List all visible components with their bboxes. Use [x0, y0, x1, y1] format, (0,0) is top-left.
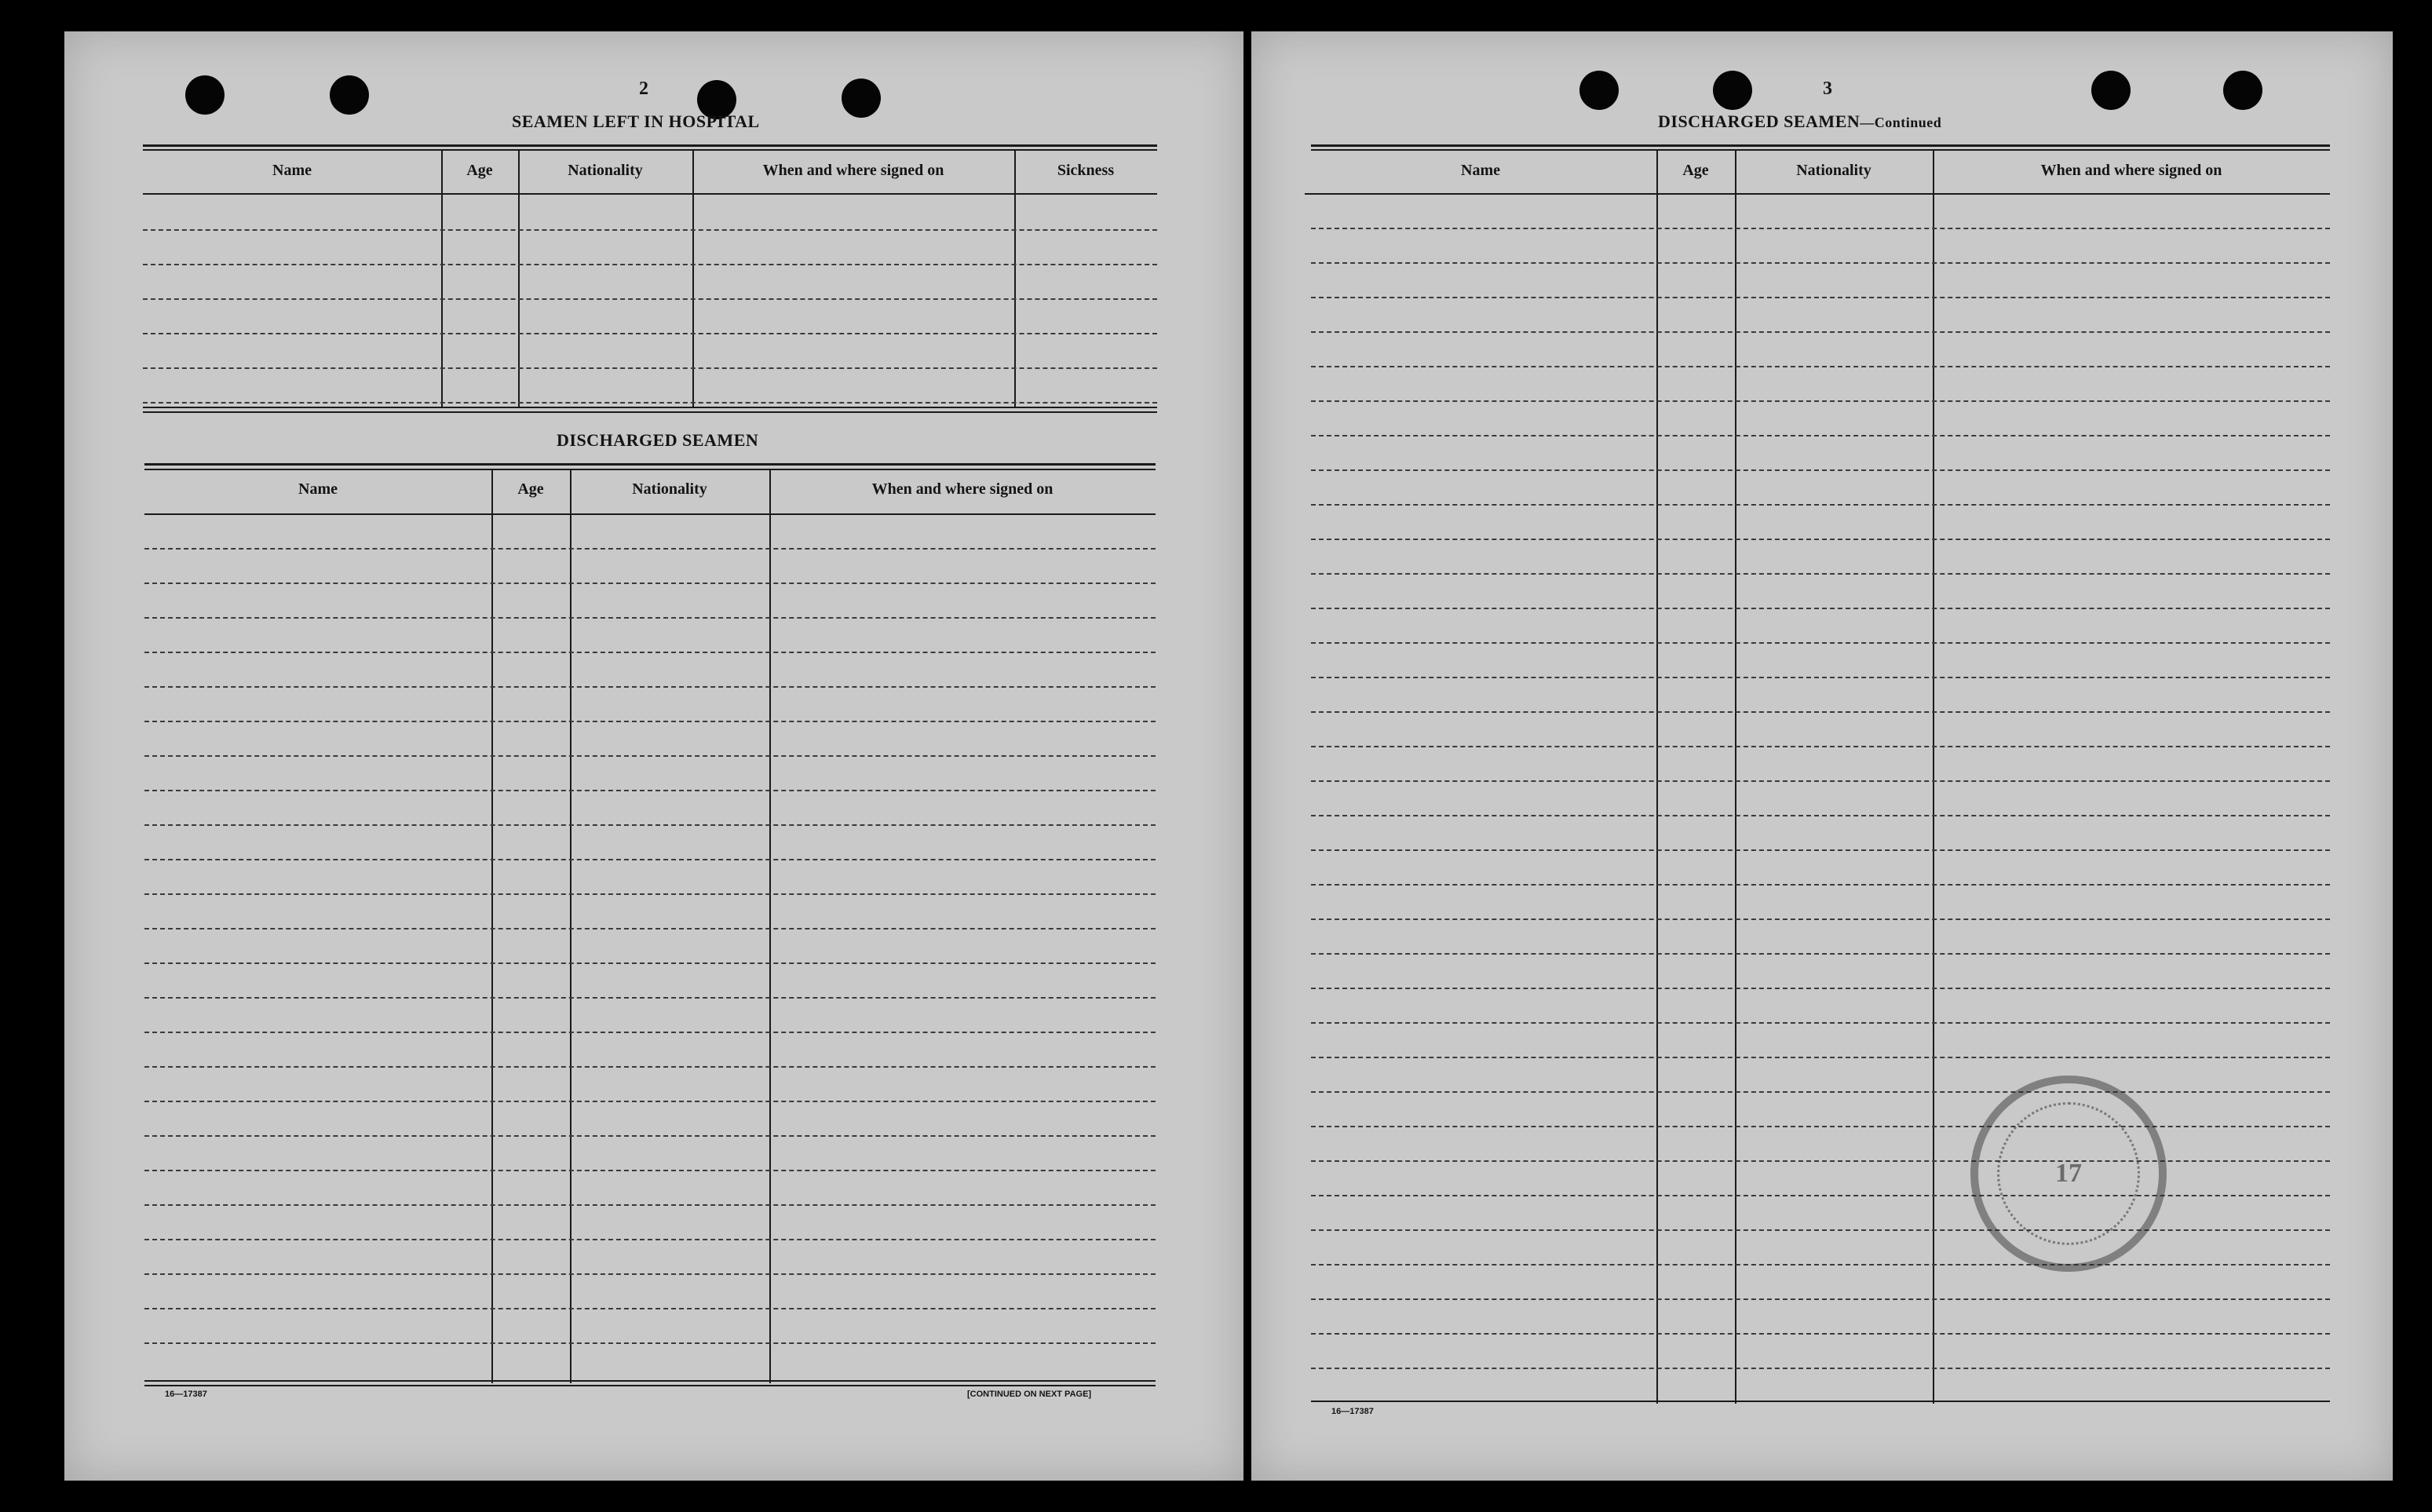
page-number: 2 [639, 79, 648, 99]
table-bottom-rule [143, 411, 1157, 413]
column-header-signed-on: When and where signed on [2040, 162, 2222, 179]
column-header-nationality: Nationality [632, 480, 707, 498]
column-divider [518, 151, 520, 408]
punch-hole-icon [2091, 71, 2131, 110]
table-row [144, 962, 1156, 964]
column-header-name: Name [298, 480, 338, 498]
table-row [1311, 815, 2330, 816]
column-header-age: Age [466, 162, 493, 179]
table-row [1311, 262, 2330, 264]
column-divider [441, 151, 443, 408]
column-divider [491, 470, 493, 1383]
table-row [1311, 331, 2330, 333]
table-row [144, 790, 1156, 791]
table-row [1311, 1195, 2330, 1196]
table-row [143, 229, 1157, 231]
table-row [144, 859, 1156, 860]
column-header-age: Age [1682, 162, 1709, 179]
column-divider [1656, 151, 1658, 1404]
table-row [143, 264, 1157, 265]
table-row [1311, 539, 2330, 540]
table-row [144, 686, 1156, 688]
table-row [1311, 711, 2330, 713]
table-row [1311, 1368, 2330, 1369]
table-row [143, 298, 1157, 300]
punch-hole-icon [2223, 71, 2262, 110]
table-row [144, 824, 1156, 826]
form-number: 16—17387 [1331, 1407, 1374, 1416]
table-row [1311, 988, 2330, 989]
heading-suffix: —Continued [1860, 115, 1942, 130]
table-row [1311, 1160, 2330, 1162]
table-row [1311, 1057, 2330, 1058]
column-header-signed-on: When and where signed on [762, 162, 944, 179]
table-row [1311, 780, 2330, 782]
table-row [1311, 677, 2330, 678]
table-row [1311, 1022, 2330, 1024]
table-top-rule [144, 463, 1156, 466]
table-row [144, 1066, 1156, 1068]
table-row [144, 893, 1156, 895]
table-row [144, 583, 1156, 584]
table-row [1311, 642, 2330, 644]
table-row [144, 1135, 1156, 1137]
table-row [1311, 1126, 2330, 1127]
table-row [1311, 1091, 2330, 1093]
column-divider [1735, 151, 1736, 1404]
hospital-section-heading: SEAMEN LEFT IN HOSPITAL [512, 111, 760, 131]
table-row [144, 1170, 1156, 1171]
table-row [1311, 297, 2330, 298]
table-row [144, 1204, 1156, 1206]
table-row [1311, 919, 2330, 920]
column-header-nationality: Nationality [568, 162, 643, 179]
table-top-rule [143, 149, 1157, 151]
left-page [64, 31, 1243, 1481]
table-row [144, 548, 1156, 550]
table-row [1311, 504, 2330, 506]
table-top-rule [1311, 149, 2330, 151]
table-row [144, 928, 1156, 929]
table-row [1311, 746, 2330, 747]
column-header-age: Age [517, 480, 544, 498]
table-row [1311, 608, 2330, 609]
table-row [1311, 469, 2330, 471]
table-row [144, 652, 1156, 653]
table-top-rule [144, 469, 1156, 470]
column-header-nationality: Nationality [1796, 162, 1871, 179]
table-row [1311, 435, 2330, 436]
table-bottom-rule [144, 1380, 1156, 1382]
table-row [144, 1239, 1156, 1240]
heading-main: DISCHARGED SEAMEN [1658, 111, 1861, 131]
header-divider [143, 193, 1157, 195]
table-row [1311, 849, 2330, 851]
table-row [144, 1032, 1156, 1033]
column-divider [570, 470, 571, 1383]
punch-hole-icon [185, 75, 225, 115]
punch-hole-icon [1579, 71, 1619, 110]
table-bottom-rule [143, 407, 1157, 408]
discharged-continued-heading [1658, 111, 1941, 132]
table-row [144, 617, 1156, 619]
table-row [1311, 1298, 2330, 1300]
table-row [1311, 228, 2330, 229]
punch-hole-icon [1713, 71, 1752, 110]
table-top-rule [143, 144, 1157, 147]
column-header-name: Name [1461, 162, 1500, 179]
continued-note: [CONTINUED ON NEXT PAGE] [967, 1390, 1092, 1399]
table-row [143, 367, 1157, 369]
table-row [143, 402, 1157, 404]
table-row [1311, 400, 2330, 402]
table-row [1311, 884, 2330, 886]
table-row [143, 333, 1157, 334]
column-divider [769, 470, 771, 1383]
header-divider [1305, 193, 2330, 195]
page-number: 3 [1823, 79, 1832, 99]
table-row [144, 1273, 1156, 1275]
stamp-date: 17 [2055, 1159, 2082, 1188]
table-row [144, 997, 1156, 999]
punch-hole-icon [330, 75, 369, 115]
discharged-section-heading: DISCHARGED SEAMEN [557, 430, 759, 450]
form-number: 16—17387 [165, 1390, 207, 1399]
table-bottom-rule [1311, 1401, 2330, 1402]
column-header-name: Name [272, 162, 312, 179]
table-row [1311, 1333, 2330, 1335]
column-divider [1933, 151, 1934, 1404]
table-row [1311, 573, 2330, 575]
table-row [144, 1308, 1156, 1309]
table-row [144, 1101, 1156, 1102]
table-row [144, 721, 1156, 722]
header-divider [144, 513, 1156, 515]
column-header-sickness: Sickness [1057, 162, 1115, 179]
punch-hole-icon [842, 79, 881, 118]
table-row [144, 1342, 1156, 1344]
column-divider [692, 151, 694, 408]
table-bottom-rule [144, 1385, 1156, 1386]
column-divider [1014, 151, 1016, 408]
column-header-signed-on: When and where signed on [871, 480, 1054, 498]
table-row [1311, 1264, 2330, 1265]
customs-stamp [1970, 1076, 2167, 1272]
table-row [1311, 953, 2330, 955]
table-row [1311, 366, 2330, 367]
right-page [1251, 31, 2393, 1481]
table-row [144, 755, 1156, 757]
table-row [1311, 1229, 2330, 1231]
table-top-rule [1311, 144, 2330, 147]
